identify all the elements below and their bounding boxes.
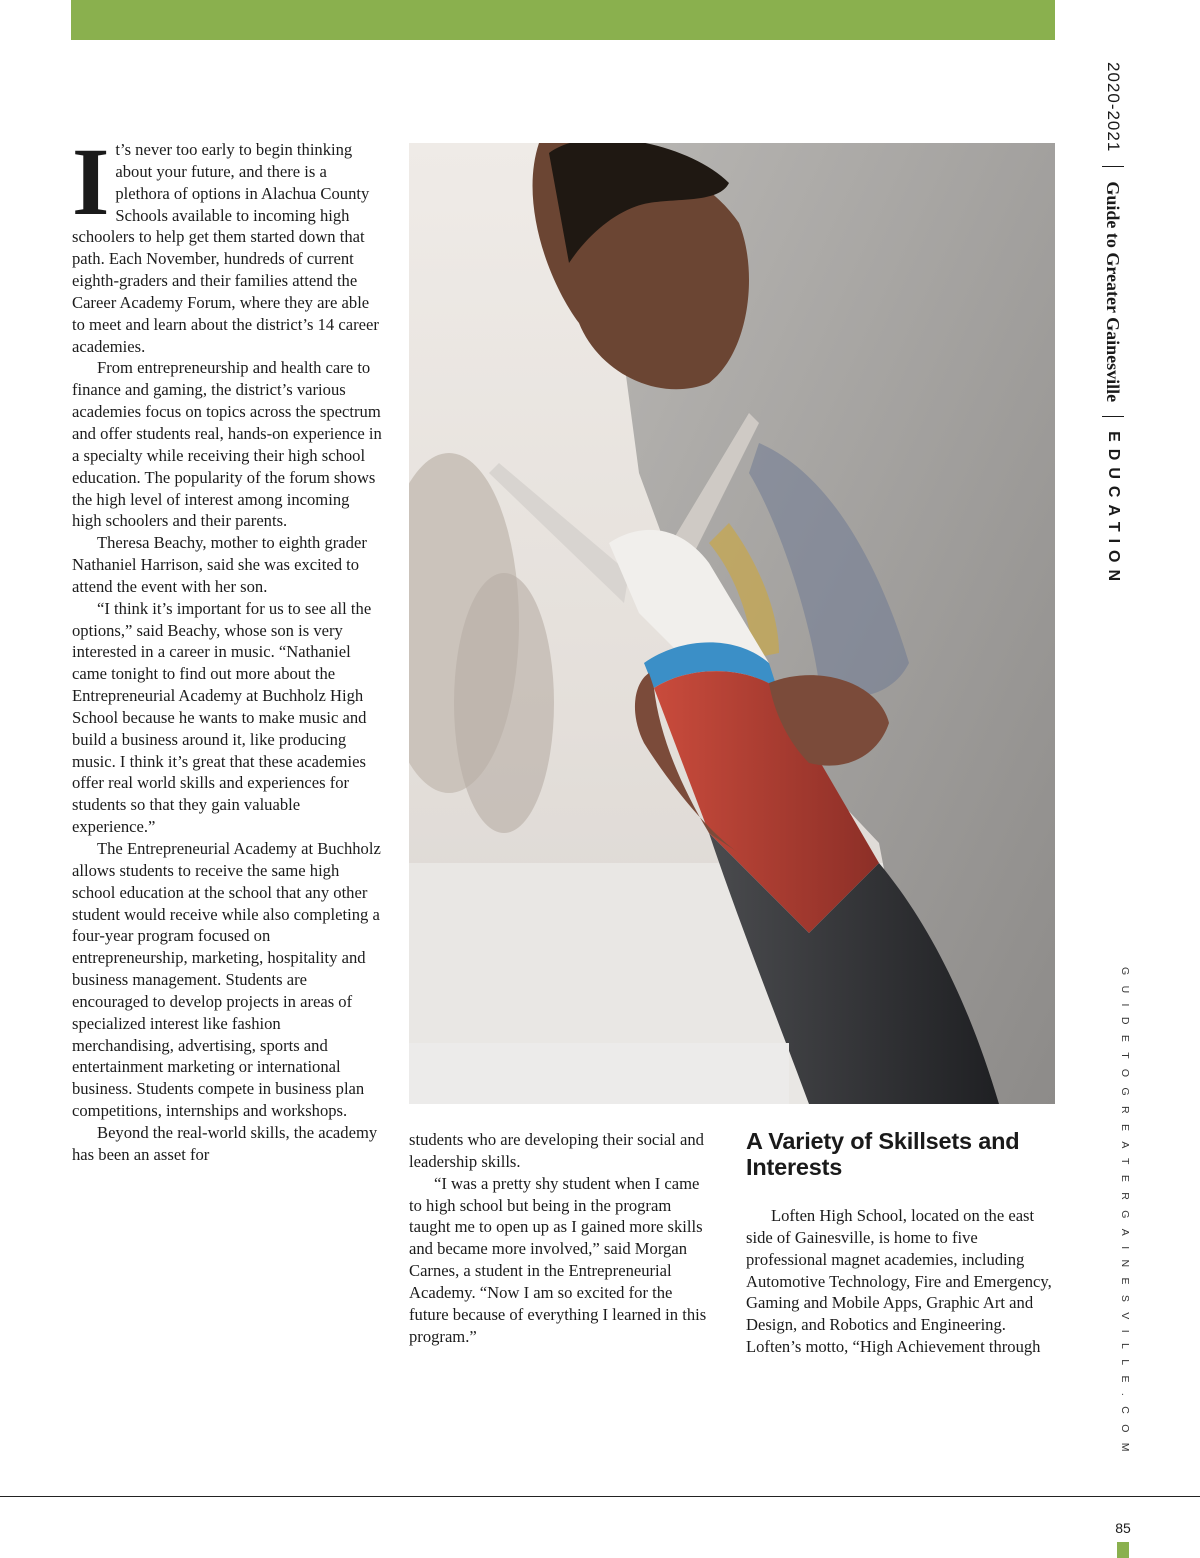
section-heading: A Variety of Skillsets and Interests: [746, 1128, 1020, 1180]
article-paragraph: The Entrepreneurial Academy at Buchholz allows students to receive the same high school education at the school that any other student would receive while also completing a four-year program focused on entrepreneurship, marketing, hospitality and business management. Students are encouraged to develop projects in areas of specialized interest like fashion merchandising, advertising, sports and entertainment marketing or international business. Students compete in business plan competitions, internships and workshops.: [72, 839, 381, 1121]
website-url: GUIDETOGREATERGAINESVILLE.COM: [1119, 967, 1131, 1462]
drop-cap: I: [72, 128, 110, 235]
article-column-middle: [409, 1129, 709, 1347]
article-paragraph: From entrepreneurship and health care to finance and gaming, the district’s various academies focus on topics across the spectrum and offer students real, hands-on experience in a specialty while receiving their high school education. The popularity of the forum shows the high level of interest among incoming high schoolers and their parents.: [72, 358, 382, 531]
section-label: EDUCATION: [1105, 431, 1122, 589]
footer-rule: [0, 1496, 1200, 1497]
header-year: 2020-2021: [1104, 62, 1123, 153]
article-paragraph: Loften High School, located on the east side of Gainesville, is home to five professional magnet academies, including Automotive Technology, Fire and Emergency, Gaming and Mobile Apps, Graphic Art and Design, and Robotics and Engineering. Loften’s motto, “High Achievement through: [746, 1206, 1052, 1357]
header-divider: [1102, 416, 1124, 417]
article-paragraph: “I think it’s important for us to see all the options,” said Beachy, whose son is very interested in a career in music. “Nathaniel came tonight to find out more about the Entrepreneurial Academy at Buchholz High School because he wants to make music and build a business around it, like producing music. I think it’s great that these academies offer real world skills and experiences for students so that they gain valuable experience.”: [72, 598, 372, 837]
article-paragraph: It’s never too early to begin thinking about your future, and there is a plethora of options in Alachua County Schools available to incoming high schoolers to help get them started down that path. Each November, hundreds of current eighth-graders and their families attend the Career Academy Forum, where they are able to meet and learn about the district’s 14 career academies.: [72, 128, 379, 356]
running-header: [1102, 62, 1124, 588]
page-number: 85: [1115, 1520, 1131, 1536]
article-column-left: [72, 128, 382, 1166]
bottom-accent-bar: [1117, 1542, 1129, 1558]
article-column-right: [746, 1205, 1058, 1358]
publication-title: Guide to Greater Gainesville: [1103, 181, 1124, 403]
article-paragraph: students who are developing their social and leadership skills.: [409, 1130, 704, 1171]
article-paragraph: Theresa Beachy, mother to eighth grader Nathaniel Harrison, said she was excited to attend the event with her son.: [72, 533, 367, 596]
student-with-model-rocket-photo: [409, 143, 1055, 1104]
article-paragraph: Beyond the real-world skills, the academy has been an asset for: [72, 1122, 378, 1164]
article-paragraph: “I was a pretty shy student when I came to high school but being in the program taught me to open up as I gained more skills and became more involved,” said Morgan Carnes, a student in the Entrepreneurial Academy. “Now I am so excited for the future because of everything I learned in this program.”: [409, 1173, 707, 1346]
top-accent-bar: [71, 0, 1055, 40]
header-divider: [1102, 166, 1124, 167]
